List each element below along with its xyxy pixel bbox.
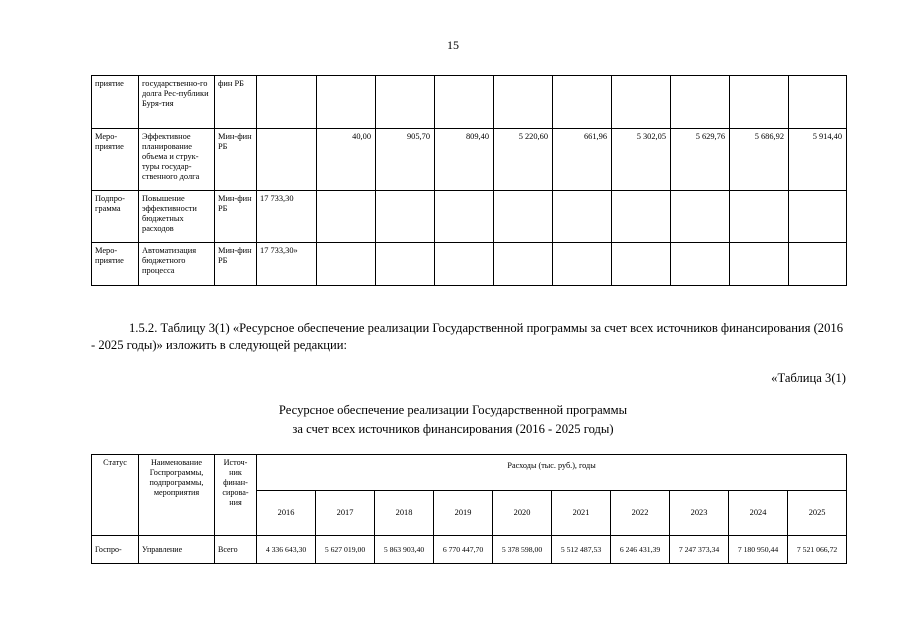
- value-cell: [612, 243, 671, 286]
- value-cell: 5 302,05: [612, 129, 671, 191]
- value-cell: [257, 129, 317, 191]
- value-cell: [317, 243, 376, 286]
- year-header: 2016: [257, 491, 316, 536]
- value-cell: 40,00: [317, 129, 376, 191]
- name-cell: Автоматизация бюджетного процесса: [139, 243, 215, 286]
- value-cell: 5 220,60: [494, 129, 553, 191]
- value-cell: 661,96: [553, 129, 612, 191]
- page-number: 15: [447, 38, 459, 52]
- year-header: 2019: [434, 491, 493, 536]
- value-cell: [435, 76, 494, 129]
- table-row: [92, 243, 847, 286]
- amendment-paragraph: 1.5.2. Таблицу 3(1) «Ресурсное обеспечение реализации Государственной программы за счет всех источников финансирования (2016 - 2025 годы)» изложить в следующей редакции:: [91, 321, 843, 352]
- value-cell: [257, 76, 317, 129]
- value-cell: [612, 76, 671, 129]
- value-cell: [730, 243, 789, 286]
- year-header: 2023: [670, 491, 729, 536]
- table-label: «Таблица 3(1): [771, 371, 846, 385]
- value-cell: 6 770 447,70: [434, 536, 493, 564]
- header-name: Наименование Госпрограммы, подпрограммы, мероприятия: [139, 455, 215, 536]
- value-cell: [789, 191, 847, 243]
- value-cell: 5 512 487,53: [552, 536, 611, 564]
- header-source: Источ-ник финан-сирова-ния: [215, 455, 257, 536]
- value-cell: [671, 191, 730, 243]
- year-header: 2020: [493, 491, 552, 536]
- source-cell: Всего: [215, 536, 257, 564]
- value-cell: 6 246 431,39: [611, 536, 670, 564]
- value-cell: 5 863 903,40: [375, 536, 434, 564]
- header-expenses-group: Расходы (тыс. руб.), годы: [257, 455, 847, 491]
- value-cell: 7 180 950,44: [729, 536, 788, 564]
- value-cell: [553, 191, 612, 243]
- value-cell: [612, 191, 671, 243]
- header-status: Статус: [92, 455, 139, 536]
- value-cell: [435, 243, 494, 286]
- value-cell: [494, 243, 553, 286]
- value-cell: 7 247 373,34: [670, 536, 729, 564]
- name-cell: Повышение эффективности бюджетных расходов: [139, 191, 215, 243]
- year-header: 2024: [729, 491, 788, 536]
- value-cell: 5 629,76: [671, 129, 730, 191]
- value-cell: [317, 76, 376, 129]
- name-cell: Управление: [139, 536, 215, 564]
- year-header: 2018: [375, 491, 434, 536]
- value-cell: [494, 76, 553, 129]
- table-title-line-1: Ресурсное обеспечение реализации Государственной программы: [278, 403, 628, 417]
- table-title-line-2: за счет всех источников финансирования (2016 - 2025 годы): [292, 422, 614, 436]
- value-cell: [671, 243, 730, 286]
- status-cell: Меро-приятие: [92, 129, 139, 191]
- value-cell: [553, 243, 612, 286]
- value-cell: 17 733,30: [257, 191, 317, 243]
- value-cell: [376, 243, 435, 286]
- value-cell: [789, 243, 847, 286]
- table-row: [92, 129, 847, 191]
- value-cell: [317, 191, 376, 243]
- value-cell: 17 733,30»: [257, 243, 317, 286]
- year-header: 2017: [316, 491, 375, 536]
- table-row: [92, 536, 847, 564]
- header-row: [92, 455, 847, 491]
- status-cell: Подпро-грамма: [92, 191, 139, 243]
- source-cell: Мин-фин РБ: [215, 129, 257, 191]
- value-cell: 905,70: [376, 129, 435, 191]
- table-row: [92, 76, 847, 129]
- resource-table: [91, 454, 847, 564]
- status-cell: Госпро-: [92, 536, 139, 564]
- upper-table: [91, 75, 847, 286]
- value-cell: [435, 191, 494, 243]
- value-cell: [671, 76, 730, 129]
- value-cell: [553, 76, 612, 129]
- value-cell: 5 378 598,00: [493, 536, 552, 564]
- name-cell: Эффективное планирование объема и струк-туры государ-ственного долга: [139, 129, 215, 191]
- value-cell: [494, 191, 553, 243]
- value-cell: 809,40: [435, 129, 494, 191]
- year-header: 2025: [788, 491, 847, 536]
- value-cell: 5 686,92: [730, 129, 789, 191]
- status-cell: приятие: [92, 76, 139, 129]
- source-cell: фин РБ: [215, 76, 257, 129]
- status-cell: Меро-приятие: [92, 243, 139, 286]
- value-cell: [376, 191, 435, 243]
- year-header: 2021: [552, 491, 611, 536]
- value-cell: [730, 76, 789, 129]
- value-cell: [376, 76, 435, 129]
- value-cell: 5 627 019,00: [316, 536, 375, 564]
- table-row: [92, 191, 847, 243]
- source-cell: Мин-фин РБ: [215, 191, 257, 243]
- value-cell: 5 914,40: [789, 129, 847, 191]
- value-cell: [730, 191, 789, 243]
- year-header: 2022: [611, 491, 670, 536]
- value-cell: 7 521 066,72: [788, 536, 847, 564]
- value-cell: [789, 76, 847, 129]
- source-cell: Мин-фин РБ: [215, 243, 257, 286]
- name-cell: государственно-го долга Рес-публики Буря-тия: [139, 76, 215, 129]
- value-cell: 4 336 643,30: [257, 536, 316, 564]
